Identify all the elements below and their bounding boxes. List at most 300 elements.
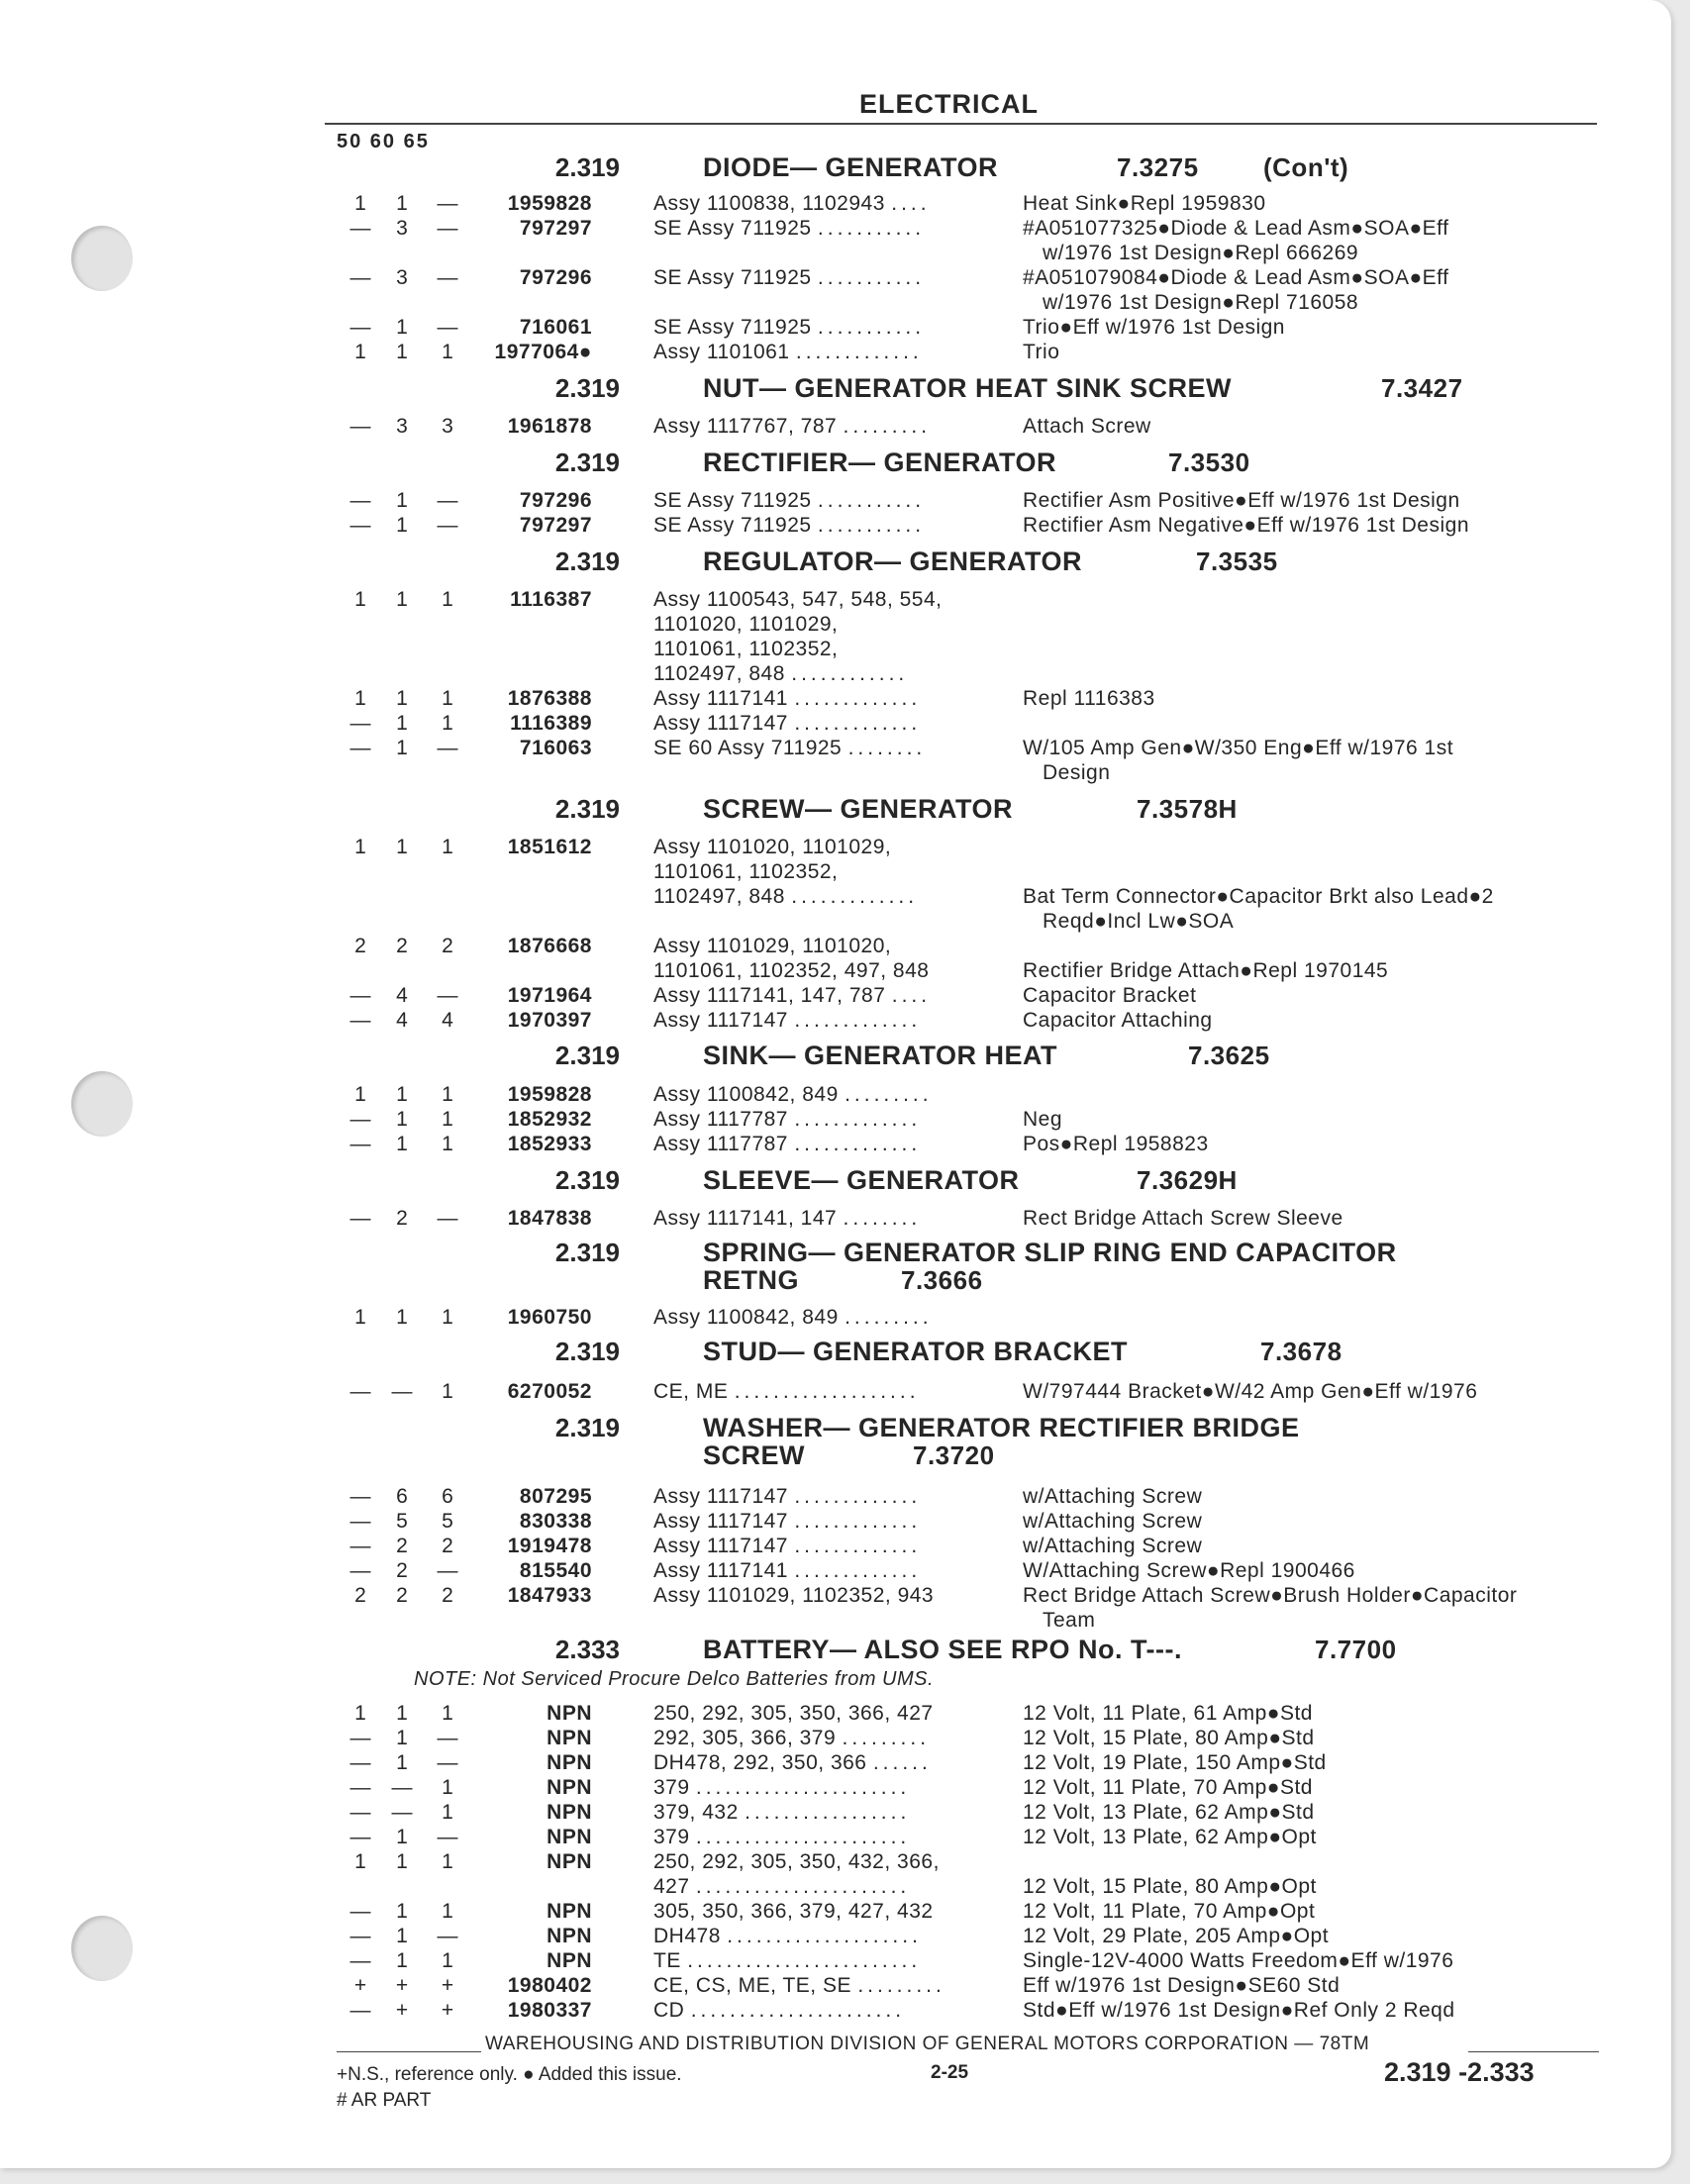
- quantity-q1: 1: [354, 192, 366, 215]
- section-code: 7.3427: [1381, 373, 1463, 403]
- quantity-q2: 1: [396, 1083, 408, 1106]
- dot-leader: .............: [795, 341, 923, 363]
- description: Std●Eff w/1976 1st Design●Ref Only 2 Reqd: [1023, 1999, 1455, 2022]
- section-number: 2.319: [554, 1041, 620, 1070]
- description: Bat Term Connector●Capacitor Brkt also Lead●2: [1023, 885, 1494, 908]
- application: [653, 638, 838, 661]
- quantity-q2: 1: [396, 1108, 408, 1131]
- application: [653, 712, 921, 736]
- application: [653, 687, 921, 711]
- application-text: 1101061, 1102352, 497, 848: [653, 959, 930, 982]
- section-name: SLEEVE— GENERATOR: [703, 1165, 1020, 1195]
- application-text: Assy 1117141: [653, 687, 788, 710]
- quantity-q1: —: [349, 1485, 371, 1508]
- quantity-q1: —: [349, 1133, 371, 1155]
- application: [653, 1875, 910, 1899]
- application-text: Assy 1117147: [653, 1009, 788, 1032]
- part-row: [0, 1826, 1671, 1851]
- part-number: NPN: [547, 1925, 592, 1947]
- application: [653, 1306, 933, 1330]
- application-text: SE Assy 711925: [653, 266, 812, 289]
- quantity-q3: +: [441, 1974, 454, 1997]
- description: 12 Volt, 13 Plate, 62 Amp●Std: [1023, 1801, 1315, 1824]
- dot-leader: ......................: [695, 1776, 911, 1799]
- quantity-q1: —: [349, 1900, 371, 1923]
- section-code: 7.3720: [913, 1440, 995, 1470]
- part-row: [0, 1609, 1671, 1635]
- quantity-q1: —: [349, 1751, 371, 1774]
- section-code: 7.3629H: [1137, 1165, 1238, 1195]
- application-text: SE 60 Assy 711925: [653, 737, 843, 759]
- part-row: [0, 1900, 1671, 1926]
- part-number: 1852932: [507, 1108, 592, 1131]
- part-number: 1847838: [507, 1207, 592, 1230]
- application-text: Assy 1117787: [653, 1108, 788, 1131]
- quantity-q1: —: [349, 1535, 371, 1557]
- application: [653, 266, 925, 290]
- application: [653, 1900, 934, 1924]
- description: Reqd●Incl Lw●SOA: [1043, 910, 1235, 933]
- part-row: [0, 1875, 1671, 1901]
- quantity-q1: —: [349, 489, 371, 512]
- part-row: [0, 638, 1671, 663]
- quantity-q3: —: [437, 514, 458, 537]
- quantity-q1: —: [349, 1108, 371, 1131]
- dot-leader: ........: [847, 737, 927, 759]
- dot-leader: ......................: [695, 1826, 911, 1848]
- description: W/797444 Bracket●W/42 Amp Gen●Eff w/1976: [1023, 1380, 1478, 1403]
- quantity-q3: —: [437, 266, 458, 289]
- section-code: 7.3275: [1117, 152, 1199, 182]
- application-text: Assy 1117147: [653, 1535, 788, 1557]
- application-text: Assy 1100838, 1102943: [653, 192, 885, 215]
- quantity-q1: 1: [354, 1702, 366, 1725]
- quantity-q3: 1: [442, 1306, 453, 1329]
- quantity-q2: 1: [396, 687, 408, 710]
- section-number: 2.319: [554, 447, 620, 477]
- part-number: NPN: [547, 1850, 592, 1873]
- part-row: [0, 959, 1671, 985]
- page-title: ELECTRICAL: [859, 89, 1039, 119]
- quantity-q3: —: [437, 217, 458, 240]
- quantity-q2: 1: [396, 514, 408, 537]
- quantity-q3: 1: [442, 1949, 453, 1972]
- application: [653, 217, 925, 241]
- part-number: 1959828: [507, 1083, 592, 1106]
- quantity-q2: 5: [396, 1510, 408, 1533]
- quantity-q2: 1: [396, 1826, 408, 1848]
- quantity-q3: 1: [442, 687, 453, 710]
- quantity-q3: 2: [442, 1535, 453, 1557]
- application-text: Assy 1101029, 1102352, 943: [653, 1584, 935, 1607]
- part-number: 716061: [519, 316, 592, 339]
- application-text: 250, 292, 305, 350, 432, 366,: [653, 1850, 940, 1873]
- part-row: [0, 1108, 1671, 1134]
- quantity-q3: —: [437, 1559, 458, 1582]
- section-number: 2.319: [554, 794, 620, 824]
- part-row: [0, 885, 1671, 911]
- quantity-q2: 4: [396, 984, 408, 1007]
- application: [653, 836, 891, 859]
- part-number: 797297: [519, 217, 592, 240]
- part-row: [0, 860, 1671, 886]
- description: w/Attaching Screw: [1023, 1510, 1203, 1533]
- section-name: WASHER— GENERATOR RECTIFIER BRIDGE: [703, 1413, 1300, 1442]
- part-number: 797297: [519, 514, 592, 537]
- section-name: BATTERY— ALSO SEE RPO No. T---.: [703, 1635, 1183, 1664]
- quantity-q1: 1: [354, 588, 366, 611]
- part-row: [0, 1751, 1671, 1777]
- quantity-q2: 3: [396, 217, 408, 240]
- quantity-q2: 1: [396, 1727, 408, 1749]
- quantity-q3: 1: [442, 341, 453, 363]
- description: 12 Volt, 11 Plate, 70 Amp●Opt: [1023, 1900, 1316, 1923]
- application: [653, 588, 943, 612]
- description: #A051077325●Diode & Lead Asm●SOA●Eff: [1023, 217, 1449, 240]
- description: w/1976 1st Design●Repl 716058: [1043, 291, 1359, 314]
- quantity-q3: 1: [442, 1850, 453, 1873]
- description: W/Attaching Screw●Repl 1900466: [1023, 1559, 1355, 1582]
- application: [653, 316, 925, 340]
- description: W/105 Amp Gen●W/350 Eng●Eff w/1976 1st: [1023, 737, 1454, 759]
- quantity-q3: 1: [442, 1801, 453, 1824]
- description: Trio●Eff w/1976 1st Design: [1023, 316, 1285, 339]
- part-row: [0, 761, 1671, 787]
- quantity-q2: —: [391, 1776, 413, 1799]
- part-number: 815540: [519, 1559, 592, 1582]
- dot-leader: ........: [843, 1207, 922, 1230]
- description: Rect Bridge Attach Screw Sleeve: [1023, 1207, 1343, 1230]
- part-row: [0, 1510, 1671, 1536]
- description: Repl 1116383: [1023, 687, 1155, 710]
- section-code: 7.3625: [1188, 1041, 1270, 1070]
- application: [653, 935, 891, 958]
- section-code: 7.3535: [1196, 546, 1278, 576]
- quantity-q3: —: [437, 984, 458, 1007]
- quantity-q2: —: [391, 1380, 413, 1403]
- quantity-q3: —: [437, 1826, 458, 1848]
- footer-legend: [337, 2062, 682, 2114]
- part-number: NPN: [547, 1949, 592, 1972]
- part-row: [0, 935, 1671, 960]
- application: [653, 1510, 921, 1534]
- quantity-q1: —: [349, 1009, 371, 1032]
- quantity-q3: 1: [442, 1380, 453, 1403]
- application-text: 305, 350, 366, 379, 427, 432: [653, 1900, 934, 1923]
- part-row: [0, 662, 1671, 688]
- section-name: STUD— GENERATOR BRACKET: [703, 1337, 1129, 1366]
- description: Design: [1043, 761, 1111, 784]
- application-text: CE, CS, ME, TE, SE: [653, 1974, 851, 1997]
- part-row: [0, 1133, 1671, 1158]
- part-number: 1961878: [507, 415, 592, 438]
- section-number: 2.319: [554, 1238, 620, 1267]
- quantity-q1: —: [349, 316, 371, 339]
- quantity-q1: —: [349, 1727, 371, 1749]
- part-row: [0, 341, 1671, 366]
- description: 12 Volt, 13 Plate, 62 Amp●Opt: [1023, 1826, 1317, 1848]
- part-number: 1970397: [507, 1009, 592, 1032]
- application: [653, 1083, 933, 1107]
- quantity-q3: —: [437, 1925, 458, 1947]
- part-number: 1116389: [510, 712, 592, 735]
- quantity-q1: +: [353, 1974, 367, 1997]
- section-code: 7.3678: [1260, 1337, 1342, 1366]
- application: [653, 1727, 930, 1750]
- part-row: [0, 1306, 1671, 1332]
- part-number: NPN: [547, 1751, 592, 1774]
- part-number: NPN: [547, 1900, 592, 1923]
- description: Heat Sink●Repl 1959830: [1023, 192, 1266, 215]
- dot-leader: .............: [794, 1510, 922, 1533]
- dot-leader: .........: [843, 415, 932, 438]
- part-number: 1977064●: [494, 341, 592, 363]
- dot-leader: .............: [794, 712, 922, 735]
- application: [653, 613, 838, 637]
- quantity-q2: 3: [396, 266, 408, 289]
- footer-divider: [1468, 2051, 1599, 2052]
- quantity-q3: 3: [442, 415, 453, 438]
- part-number: NPN: [547, 1727, 592, 1749]
- quantity-q1: —: [349, 1207, 371, 1230]
- application: [653, 1559, 921, 1583]
- application-text: DH478: [653, 1925, 721, 1947]
- quantity-q2: 1: [396, 737, 408, 759]
- quantity-q2: 2: [396, 1584, 408, 1607]
- part-number: 716063: [519, 737, 592, 759]
- dot-leader: ...........: [817, 489, 926, 512]
- dot-leader: .................: [745, 1801, 911, 1824]
- application-text: Assy 1117787: [653, 1133, 788, 1155]
- application: [653, 885, 918, 909]
- section-number: 2.319: [554, 1413, 620, 1442]
- part-row: [0, 1801, 1671, 1827]
- section-number: 2.319: [554, 152, 620, 182]
- quantity-q1: —: [349, 1999, 371, 2022]
- application-text: SE Assy 711925: [653, 316, 812, 339]
- section-name: DIODE— GENERATOR: [703, 152, 999, 182]
- quantity-q2: 2: [396, 1559, 408, 1582]
- application-text: 292, 305, 366, 379: [653, 1727, 837, 1749]
- quantity-q2: 2: [396, 1207, 408, 1230]
- dot-leader: .........: [842, 1727, 931, 1749]
- footer-divider: [337, 2051, 481, 2052]
- quantity-q2: 1: [396, 588, 408, 611]
- application-text: Assy 1101061: [653, 341, 790, 363]
- section-number: 2.319: [554, 373, 620, 403]
- section-number: 2.333: [554, 1635, 620, 1664]
- dot-leader: ....................: [727, 1925, 922, 1947]
- dot-leader: .............: [791, 885, 919, 908]
- quantity-q2: 3: [396, 415, 408, 438]
- quantity-q1: —: [349, 712, 371, 735]
- description: 12 Volt, 11 Plate, 70 Amp●Std: [1023, 1776, 1313, 1799]
- quantity-q2: 1: [396, 316, 408, 339]
- application: [653, 1207, 921, 1231]
- dot-leader: ......................: [690, 1999, 906, 2022]
- part-number: 797296: [519, 489, 592, 512]
- quantity-q1: —: [349, 1801, 371, 1824]
- quantity-q1: 1: [354, 836, 366, 858]
- part-row: [0, 836, 1671, 861]
- part-row: [0, 1559, 1671, 1585]
- dot-leader: .............: [794, 1485, 922, 1508]
- application: [653, 662, 908, 686]
- application-text: 250, 292, 305, 350, 366, 427: [653, 1702, 934, 1725]
- dot-leader: .........: [845, 1083, 933, 1106]
- description: #A051079084●Diode & Lead Asm●SOA●Eff: [1023, 266, 1449, 289]
- part-number: 1851612: [507, 836, 592, 858]
- part-row: [0, 1009, 1671, 1035]
- application: [653, 1974, 945, 1998]
- part-number: NPN: [547, 1826, 592, 1848]
- application: [653, 737, 926, 760]
- application-text: Assy 1117141: [653, 1559, 788, 1582]
- dot-leader: .........: [857, 1974, 945, 1997]
- application-text: 1101020, 1101029,: [653, 613, 839, 636]
- footer-legend-line: +N.S., reference only. ● Added this issue.: [337, 2064, 682, 2085]
- part-number: 1876388: [507, 687, 592, 710]
- application: [653, 860, 838, 884]
- application-text: CE, ME: [653, 1380, 729, 1403]
- application-text: 1101061, 1102352,: [653, 860, 839, 883]
- description: Rectifier Asm Positive●Eff w/1976 1st Design: [1023, 489, 1460, 512]
- dot-leader: ...........: [817, 217, 926, 240]
- dot-leader: ........................: [687, 1949, 922, 1972]
- application-text: Assy 1117147: [653, 712, 788, 735]
- quantity-q3: 4: [442, 1009, 453, 1032]
- description: 12 Volt, 11 Plate, 61 Amp●Std: [1023, 1702, 1313, 1725]
- quantity-q3: —: [437, 737, 458, 759]
- quantity-q1: —: [349, 217, 371, 240]
- description: 12 Volt, 19 Plate, 150 Amp●Std: [1023, 1751, 1327, 1774]
- dot-leader: ....: [891, 984, 932, 1007]
- quantity-q2: +: [395, 1974, 409, 1997]
- quantity-q2: 1: [396, 712, 408, 735]
- quantity-q2: +: [395, 1999, 409, 2022]
- dot-leader: .............: [794, 1009, 922, 1032]
- dot-leader: .............: [794, 687, 922, 710]
- part-row: [0, 984, 1671, 1010]
- application: [653, 1850, 940, 1874]
- quantity-q3: 1: [442, 1702, 453, 1725]
- section-range: 2.319 -2.333: [1384, 2057, 1535, 2087]
- quantity-q3: 1: [442, 1900, 453, 1923]
- application-text: SE Assy 711925: [653, 217, 812, 240]
- description: Neg: [1023, 1108, 1063, 1131]
- description: Trio: [1023, 341, 1060, 363]
- quantity-q3: +: [441, 1999, 454, 2022]
- description: Rectifier Bridge Attach●Repl 1970145: [1023, 959, 1389, 982]
- dot-leader: .............: [794, 1535, 922, 1557]
- quantity-q1: —: [349, 1776, 371, 1799]
- part-number: 1980402: [507, 1974, 592, 1997]
- application-text: 379: [653, 1826, 690, 1848]
- quantity-q3: 6: [442, 1485, 453, 1508]
- quantity-q2: 1: [396, 1702, 408, 1725]
- section-code: 7.3666: [901, 1265, 983, 1295]
- application: [653, 514, 925, 538]
- application-text: Assy 1100842, 849: [653, 1083, 839, 1106]
- description: Eff w/1976 1st Design●SE60 Std: [1023, 1974, 1341, 1997]
- part-row: [0, 1949, 1671, 1975]
- part-number: 1919478: [507, 1535, 592, 1557]
- application: [653, 984, 931, 1008]
- footer-legend-line: # AR PART: [337, 2090, 432, 2111]
- section-number: 2.319: [554, 546, 620, 576]
- battery-note: NOTE: Not Serviced Procure Delco Batteries from UMS.: [414, 1668, 935, 1690]
- quantity-q1: —: [349, 415, 371, 438]
- part-row: [0, 687, 1671, 713]
- quantity-q1: —: [349, 1925, 371, 1947]
- application: [653, 1584, 934, 1608]
- part-row: [0, 192, 1671, 218]
- quantity-q1: —: [349, 266, 371, 289]
- section-code: 7.3530: [1168, 447, 1250, 477]
- application: [653, 192, 931, 216]
- part-row: [0, 266, 1671, 292]
- section-name: REGULATOR— GENERATOR: [703, 546, 1083, 576]
- section-code: 7.3578H: [1137, 794, 1238, 824]
- part-row: [0, 712, 1671, 738]
- part-row: [0, 910, 1671, 936]
- dot-leader: ...........: [817, 514, 926, 537]
- description: Capacitor Attaching: [1023, 1009, 1213, 1032]
- quantity-q2: —: [391, 1801, 413, 1824]
- part-row: [0, 242, 1671, 267]
- part-row: [0, 1083, 1671, 1109]
- quantity-q3: 1: [442, 1083, 453, 1106]
- section-number: 2.319: [554, 1165, 620, 1195]
- application-text: Assy 1100842, 849: [653, 1306, 839, 1329]
- quantity-q3: 2: [442, 935, 453, 957]
- description: Rect Bridge Attach Screw●Brush Holder●Capacitor: [1023, 1584, 1518, 1607]
- quantity-q1: 1: [354, 1306, 366, 1329]
- application: [653, 1380, 920, 1404]
- part-row: [0, 415, 1671, 441]
- application: [653, 1009, 921, 1033]
- quantity-q2: 2: [396, 935, 408, 957]
- application: [653, 1925, 922, 1948]
- quantity-q1: 2: [354, 935, 366, 957]
- application: [653, 1535, 921, 1558]
- dot-leader: ......................: [695, 1875, 911, 1898]
- application: [653, 489, 925, 513]
- quantity-q3: —: [437, 489, 458, 512]
- quantity-q3: 1: [442, 1133, 453, 1155]
- application: [653, 1702, 934, 1726]
- section-name: SCREW— GENERATOR: [703, 794, 1014, 824]
- part-row: [0, 316, 1671, 342]
- description: 12 Volt, 15 Plate, 80 Amp●Opt: [1023, 1875, 1317, 1898]
- part-row: [0, 1702, 1671, 1728]
- quantity-q3: —: [437, 1207, 458, 1230]
- application-text: 427: [653, 1875, 690, 1898]
- application-text: 379, 432: [653, 1801, 739, 1824]
- application: [653, 959, 929, 983]
- application-text: Assy 1101029, 1101020,: [653, 935, 892, 957]
- quantity-q2: 1: [396, 1925, 408, 1947]
- application: [653, 1776, 910, 1800]
- quantity-q1: —: [349, 1380, 371, 1403]
- application-text: DH478, 292, 350, 366: [653, 1751, 867, 1774]
- quantity-q3: 1: [442, 588, 453, 611]
- application: [653, 1485, 921, 1509]
- section-name-continued: RETNG: [703, 1265, 799, 1295]
- quantity-q1: —: [349, 737, 371, 759]
- description: w/Attaching Screw: [1023, 1535, 1203, 1557]
- quantity-q3: 5: [442, 1510, 453, 1533]
